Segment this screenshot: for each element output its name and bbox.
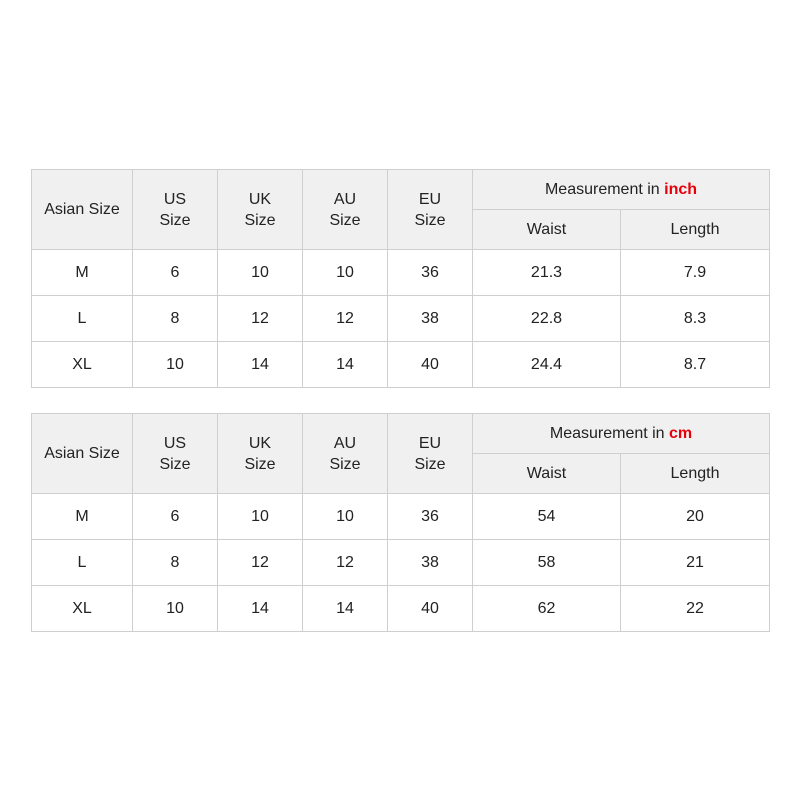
- us-size-cell: 10: [133, 586, 218, 632]
- waist-cell: 21.3: [473, 250, 621, 296]
- us-size-cell: 8: [133, 296, 218, 342]
- asian-size-cell: L: [32, 296, 133, 342]
- eu-header-line-2: Size: [414, 455, 446, 473]
- eu-size-cell: 40: [388, 586, 473, 632]
- uk-header-line-2: Size: [244, 211, 276, 229]
- au-size-cell: 12: [303, 540, 388, 586]
- length-cell: 8.7: [621, 342, 770, 388]
- us-size-header: [133, 170, 218, 250]
- us-header-line-1: US: [163, 190, 187, 208]
- eu-size-cell: 36: [388, 250, 473, 296]
- au-size-cell: 12: [303, 296, 388, 342]
- au-header-line-1: AU: [333, 434, 357, 452]
- au-size-header: [303, 414, 388, 494]
- us-header-line-2: Size: [159, 211, 191, 229]
- eu-header-line-2: Size: [414, 211, 446, 229]
- table-row: [32, 586, 770, 632]
- waist-cell: 58: [473, 540, 621, 586]
- length-header: Length: [621, 454, 770, 494]
- asian-size-cell: L: [32, 540, 133, 586]
- us-size-cell: 6: [133, 494, 218, 540]
- table-row: [32, 342, 770, 388]
- us-size-header: [133, 414, 218, 494]
- size-table-inch: [31, 169, 770, 388]
- uk-size-cell: 12: [218, 296, 303, 342]
- measurement-prefix: Measurement in: [549, 424, 670, 442]
- measurement-prefix: Measurement in: [544, 180, 665, 198]
- header-row: [32, 170, 770, 210]
- table-row: [32, 494, 770, 540]
- au-size-header: [303, 170, 388, 250]
- waist-cell: 62: [473, 586, 621, 632]
- waist-cell: 54: [473, 494, 621, 540]
- asian-size-header: Asian Size: [32, 170, 133, 250]
- asian-size-cell: M: [32, 494, 133, 540]
- asian-size-cell: M: [32, 250, 133, 296]
- measurement-header: [473, 170, 770, 210]
- asian-size-cell: XL: [32, 342, 133, 388]
- waist-header: Waist: [473, 454, 621, 494]
- eu-header-line-1: EU: [418, 190, 442, 208]
- uk-header-line-1: UK: [248, 434, 272, 452]
- eu-size-cell: 38: [388, 540, 473, 586]
- asian-size-header: Asian Size: [32, 414, 133, 494]
- eu-size-header: [388, 170, 473, 250]
- us-size-cell: 6: [133, 250, 218, 296]
- table-row: [32, 250, 770, 296]
- waist-cell: 24.4: [473, 342, 621, 388]
- length-cell: 21: [621, 540, 770, 586]
- size-table-cm: [31, 413, 770, 632]
- uk-size-header: [218, 414, 303, 494]
- measurement-unit: cm: [669, 424, 693, 442]
- waist-cell: 22.8: [473, 296, 621, 342]
- uk-size-cell: 10: [218, 250, 303, 296]
- us-header-line-2: Size: [159, 455, 191, 473]
- au-header-line-2: Size: [329, 211, 361, 229]
- au-header-line-1: AU: [333, 190, 357, 208]
- length-cell: 22: [621, 586, 770, 632]
- measurement-unit: inch: [664, 180, 698, 198]
- au-size-cell: 14: [303, 342, 388, 388]
- uk-size-header: [218, 170, 303, 250]
- au-header-line-2: Size: [329, 455, 361, 473]
- eu-size-header: [388, 414, 473, 494]
- eu-header-line-1: EU: [418, 434, 442, 452]
- table-row: [32, 296, 770, 342]
- us-size-cell: 8: [133, 540, 218, 586]
- length-cell: 7.9: [621, 250, 770, 296]
- waist-header: Waist: [473, 210, 621, 250]
- uk-size-cell: 14: [218, 586, 303, 632]
- length-header: Length: [621, 210, 770, 250]
- length-cell: 20: [621, 494, 770, 540]
- au-size-cell: 10: [303, 494, 388, 540]
- uk-header-line-2: Size: [244, 455, 276, 473]
- asian-size-cell: XL: [32, 586, 133, 632]
- au-size-cell: 14: [303, 586, 388, 632]
- us-size-cell: 10: [133, 342, 218, 388]
- table-row: [32, 540, 770, 586]
- uk-header-line-1: UK: [248, 190, 272, 208]
- us-header-line-1: US: [163, 434, 187, 452]
- length-cell: 8.3: [621, 296, 770, 342]
- eu-size-cell: 36: [388, 494, 473, 540]
- header-row: [32, 414, 770, 454]
- eu-size-cell: 40: [388, 342, 473, 388]
- measurement-header: [473, 414, 770, 454]
- eu-size-cell: 38: [388, 296, 473, 342]
- au-size-cell: 10: [303, 250, 388, 296]
- uk-size-cell: 14: [218, 342, 303, 388]
- uk-size-cell: 12: [218, 540, 303, 586]
- uk-size-cell: 10: [218, 494, 303, 540]
